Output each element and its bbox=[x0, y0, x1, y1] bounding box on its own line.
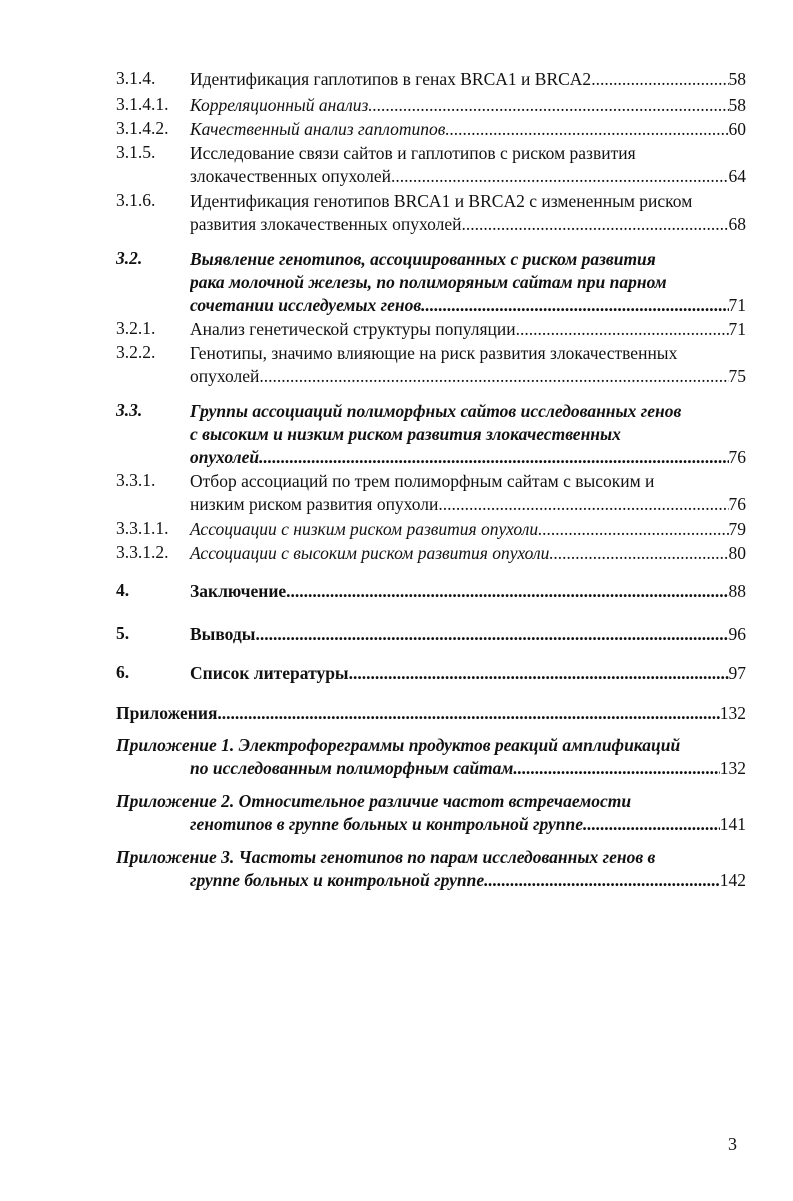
appendix-title-line: Приложение 3. Частоты генотипов по парам исследованных генов в bbox=[116, 847, 656, 867]
appendix-title-line: Приложение 2. Относительное различие частот встречаемости bbox=[116, 791, 632, 811]
dot-leader bbox=[516, 318, 729, 341]
section-number: 3.3. bbox=[116, 400, 143, 420]
page-ref: 68 bbox=[728, 214, 746, 234]
dot-leader bbox=[583, 813, 720, 836]
dot-leader bbox=[255, 623, 728, 646]
page-ref: 71 bbox=[728, 295, 746, 315]
section-number: 5. bbox=[116, 623, 130, 643]
appendix-title-line: Приложение 1. Электрофореграммы продуктов реакций амплификаций bbox=[116, 735, 681, 755]
section-number: 3.2. bbox=[116, 248, 143, 268]
toc-leader-line bbox=[190, 165, 746, 188]
page-ref: 142 bbox=[719, 870, 746, 890]
entry-title: по исследованным полиморфным сайтам bbox=[190, 758, 514, 778]
page-ref: 76 bbox=[728, 447, 746, 467]
page-ref: 97 bbox=[728, 663, 746, 683]
entry-title: опухолей bbox=[190, 447, 260, 467]
entry-title: злокачественных опухолей bbox=[190, 166, 391, 186]
page-ref: 79 bbox=[728, 519, 746, 539]
entry-title: Приложения bbox=[116, 703, 218, 723]
entry-title: Список литературы bbox=[190, 663, 349, 683]
entry-title-line: Отбор ассоциаций по трем полиморфным сайтам с высоким и bbox=[190, 471, 655, 491]
entry-title: Качественный анализ гаплотипов bbox=[190, 119, 446, 139]
entry-title: Ассоциации с низким риском развития опухоли bbox=[190, 519, 539, 539]
toc-leader-line bbox=[190, 68, 746, 91]
page-ref: 132 bbox=[719, 758, 746, 778]
toc-leader-line bbox=[190, 869, 746, 892]
toc-leader-line bbox=[190, 623, 746, 646]
appendix-entry bbox=[116, 846, 746, 892]
page-ref: 58 bbox=[728, 69, 746, 89]
entry-title: Идентификация гаплотипов в генах BRCA1 и BRCA2 bbox=[190, 69, 592, 89]
appendices-heading bbox=[116, 702, 746, 725]
section-number: 3.1.6. bbox=[116, 190, 156, 210]
toc-leader-line bbox=[190, 518, 746, 541]
entry-title: Анализ генетической структуры популяции bbox=[190, 319, 516, 339]
section-number: 3.3.1.2. bbox=[116, 542, 169, 562]
page-ref: 60 bbox=[728, 119, 746, 139]
entry-title: сочетании исследуемых генов bbox=[190, 295, 422, 315]
toc-leader-line bbox=[190, 493, 746, 516]
dot-leader bbox=[286, 580, 728, 603]
toc-leader-line bbox=[116, 702, 746, 725]
entry-title-line: рака молочной железы, по полиморяным сайтам при парном bbox=[190, 272, 667, 292]
toc-leader-line bbox=[190, 446, 746, 469]
entry-title: генотипов в группе больных и контрольной группе bbox=[190, 814, 584, 834]
dot-leader bbox=[462, 213, 729, 236]
page-ref: 132 bbox=[719, 703, 746, 723]
entry-title-line: Генотипы, значимо влияющие на риск развития злокачественных bbox=[190, 343, 678, 363]
section-number: 3.1.4.2. bbox=[116, 118, 169, 138]
entry-title: низким риском развития опухоли bbox=[190, 494, 439, 514]
page-ref: 71 bbox=[728, 319, 746, 339]
section-number: 3.1.4.1. bbox=[116, 94, 169, 114]
entry-title: Заключение bbox=[190, 581, 287, 601]
page-ref: 141 bbox=[719, 814, 746, 834]
dot-leader bbox=[391, 165, 729, 188]
entry-title: развития злокачественных опухолей bbox=[190, 214, 462, 234]
toc-leader-line bbox=[190, 757, 746, 780]
toc-leader-line bbox=[190, 813, 746, 836]
dot-leader bbox=[513, 757, 719, 780]
dot-leader bbox=[349, 662, 729, 685]
dot-leader bbox=[368, 94, 728, 117]
page-ref: 88 bbox=[728, 581, 746, 601]
dot-leader bbox=[484, 869, 720, 892]
section-number: 3.1.5. bbox=[116, 142, 156, 162]
entry-title-line: Выявление генотипов, ассоциированных с риском развития bbox=[190, 249, 656, 269]
appendix-entry bbox=[116, 734, 746, 780]
entry-title: Ассоциации с высоким риском развития опухоли bbox=[190, 543, 550, 563]
toc-leader-line bbox=[190, 365, 746, 388]
dot-leader bbox=[259, 446, 728, 469]
entry-title-line: Идентификация генотипов BRCA1 и BRCA2 с измененным риском bbox=[190, 191, 693, 211]
section-number: 3.3.1.1. bbox=[116, 518, 169, 538]
page-ref: 80 bbox=[728, 543, 746, 563]
entry-title: группе больных и контрольной группе bbox=[190, 870, 485, 890]
dot-leader bbox=[438, 493, 728, 516]
section-number: 4. bbox=[116, 580, 130, 600]
entry-title: Корреляционный анализ bbox=[190, 95, 369, 115]
dot-leader bbox=[538, 518, 728, 541]
toc-leader-line bbox=[190, 213, 746, 236]
toc-leader-line bbox=[190, 318, 746, 341]
entry-title-line: Исследование связи сайтов и гаплотипов с риском развития bbox=[190, 143, 636, 163]
page-ref: 58 bbox=[728, 95, 746, 115]
section-number: 3.3.1. bbox=[116, 470, 156, 490]
section-number: 3.2.2. bbox=[116, 342, 156, 362]
page-ref: 76 bbox=[728, 494, 746, 514]
page-ref: 64 bbox=[728, 166, 746, 186]
entry-title-line: Группы ассоциаций полиморфных сайтов исследованных генов bbox=[190, 401, 682, 421]
toc-leader-line bbox=[190, 580, 746, 603]
dot-leader bbox=[259, 365, 728, 388]
section-number: 3.2.1. bbox=[116, 318, 156, 338]
entry-title: Выводы bbox=[190, 624, 256, 644]
page-number: 3 bbox=[728, 1134, 737, 1154]
page-ref: 96 bbox=[728, 624, 746, 644]
toc-leader-line bbox=[190, 294, 746, 317]
toc-leader-line bbox=[190, 542, 746, 565]
entry-title: опухолей bbox=[190, 366, 260, 386]
toc-leader-line bbox=[190, 118, 746, 141]
dot-leader bbox=[421, 294, 728, 317]
toc-leader-line bbox=[190, 662, 746, 685]
dot-leader bbox=[445, 118, 728, 141]
appendix-entry bbox=[116, 790, 746, 836]
dot-leader bbox=[217, 702, 719, 725]
dot-leader bbox=[549, 542, 728, 565]
toc-leader-line bbox=[190, 94, 746, 117]
entry-title-line: с высоким и низким риском развития злокачественных bbox=[190, 424, 621, 444]
page-ref: 75 bbox=[728, 366, 746, 386]
dot-leader bbox=[591, 68, 728, 91]
section-number: 3.1.4. bbox=[116, 68, 156, 88]
section-number: 6. bbox=[116, 662, 130, 682]
